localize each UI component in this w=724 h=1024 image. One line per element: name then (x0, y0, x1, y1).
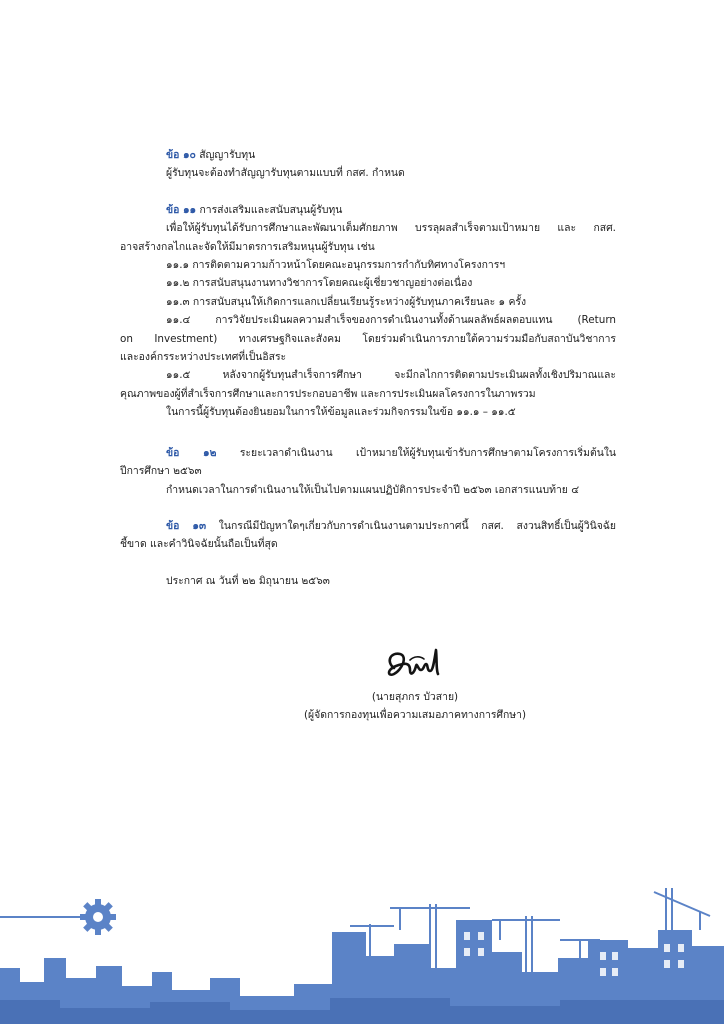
announcement-date: ประกาศ ณ วันที่ ๒๒ มิถุนายน ๒๕๖๓ (166, 574, 330, 587)
clause-11-item-2: ๑๑.๒ การสนับสนุนงานทางวิชาการโดยคณะผู้เชี่ยวชาญอย่างต่อเนื่อง (166, 277, 473, 290)
clause-11-intro-line-2: อาจสร้างกลไกและจัดให้มีมาตรการเสริมหนุนผู้รับทุน เช่น (120, 240, 375, 253)
clause-13-line-2: ชี้ขาด และคำวินิจฉัยนั้นถือเป็นที่สุด (120, 538, 278, 551)
clause-11-item-3: ๑๑.๓ การสนับสนุนให้เกิดการแลกเปลี่ยนเรียนรู้ระหว่างผู้รับทุนภาคเรียนละ ๑ ครั้ง (166, 295, 527, 308)
spacer (120, 554, 616, 572)
clause-11-item-4-line-2: on Investment) ทางเศรษฐกิจและสังคม โดยร่วมดำเนินการภายใต้ความร่วมมือกับสถาบันวิชาการ (120, 332, 616, 345)
spacer (120, 183, 616, 201)
clause-11-title: การส่งเสริมและสนับสนุนผู้รับทุน (199, 203, 343, 216)
clause-11-item-5-line-2: คุณภาพของผู้ที่สำเร็จการศึกษาและการประกอบอาชีพ และการประเมินผลโครงการในภาพรวม (120, 387, 536, 400)
clause-11-item-1: ๑๑.๑ การติดตามความก้าวหน้าโดยคณะอนุกรรมการกำกับทิศทางโครงการฯ (166, 259, 506, 272)
clause-12-line-2: ปีการศึกษา ๒๕๖๓ (120, 465, 202, 478)
clause-11-closing: ในการนี้ผู้รับทุนต้องยินยอมในการให้ข้อมูลและร่วมกิจกรรมในข้อ ๑๑.๑ – ๑๑.๕ (166, 406, 516, 419)
signature-block (280, 640, 550, 725)
signatory-position: (ผู้จัดการกองทุนเพื่อความเสมอภาคทางการศึกษา) (303, 709, 527, 722)
signatory-name: (นายสุภกร บัวสาย) (371, 691, 459, 703)
clause-10-body: ผู้รับทุนจะต้องทำสัญญารับทุนตามแบบที่ กสศ. กำหนด (166, 167, 405, 180)
clause-11-number: ข้อ ๑๑ (166, 203, 197, 216)
gear-icon (80, 899, 116, 935)
footer-skyline (0, 860, 724, 1024)
clause-12-line-1 (120, 444, 616, 462)
clause-11-item-5-line-1: ๑๑.๕ หลังจากผู้รับทุนสำเร็จการศึกษา จะมีกลไกการติดตามประเมินผลทั้งเชิงปริมาณและ (166, 369, 616, 382)
clause-13-number: ข้อ ๑๓ (166, 519, 207, 532)
clause-13-text: ในกรณีมีปัญหาใดๆเกี่ยวกับการดำเนินงานตามประกาศนี้ กสศ. สงวนสิทธิ์เป็นผู้วินิจฉัย (218, 519, 616, 532)
clause-11-item-4-line-1: ๑๑.๔ การวิจัยประเมินผลความสำเร็จของการดำเนินงานทั้งด้านผลลัพธ์ผลตอบแทน (Return (166, 314, 616, 327)
document-body (120, 146, 616, 590)
clause-10-number: ข้อ ๑๐ (166, 149, 196, 161)
clause-11-intro-line-1: เพื่อให้ผู้รับทุนได้รับการศึกษาและพัฒนาเต็มศักยภาพ บรรลุผลสำเร็จตามเป้าหมาย และ กสศ. (166, 222, 616, 235)
clause-10-title: สัญญารับทุน (199, 149, 256, 161)
clause-12-number: ข้อ ๑๒ (166, 446, 217, 459)
clause-11-heading (120, 201, 616, 219)
clause-10-heading (120, 146, 616, 164)
spacer (120, 422, 616, 444)
clause-11-item-4-line-3: และองค์กรระหว่างประเทศที่เป็นอิสระ (120, 351, 287, 364)
spacer (120, 499, 616, 517)
clause-13-line-1 (120, 517, 616, 535)
signature-image (380, 640, 450, 686)
clause-12-line-3: กำหนดเวลาในการดำเนินงานให้เป็นไปตามแผนปฏิบัติการประจำปี ๒๕๖๓ เอกสารแนบท้าย ๔ (166, 483, 580, 496)
clause-12-text: ระยะเวลาดำเนินงาน เป้าหมายให้ผู้รับทุนเข้ารับการศึกษาตามโครงการเริ่มต้นใน (239, 446, 616, 459)
